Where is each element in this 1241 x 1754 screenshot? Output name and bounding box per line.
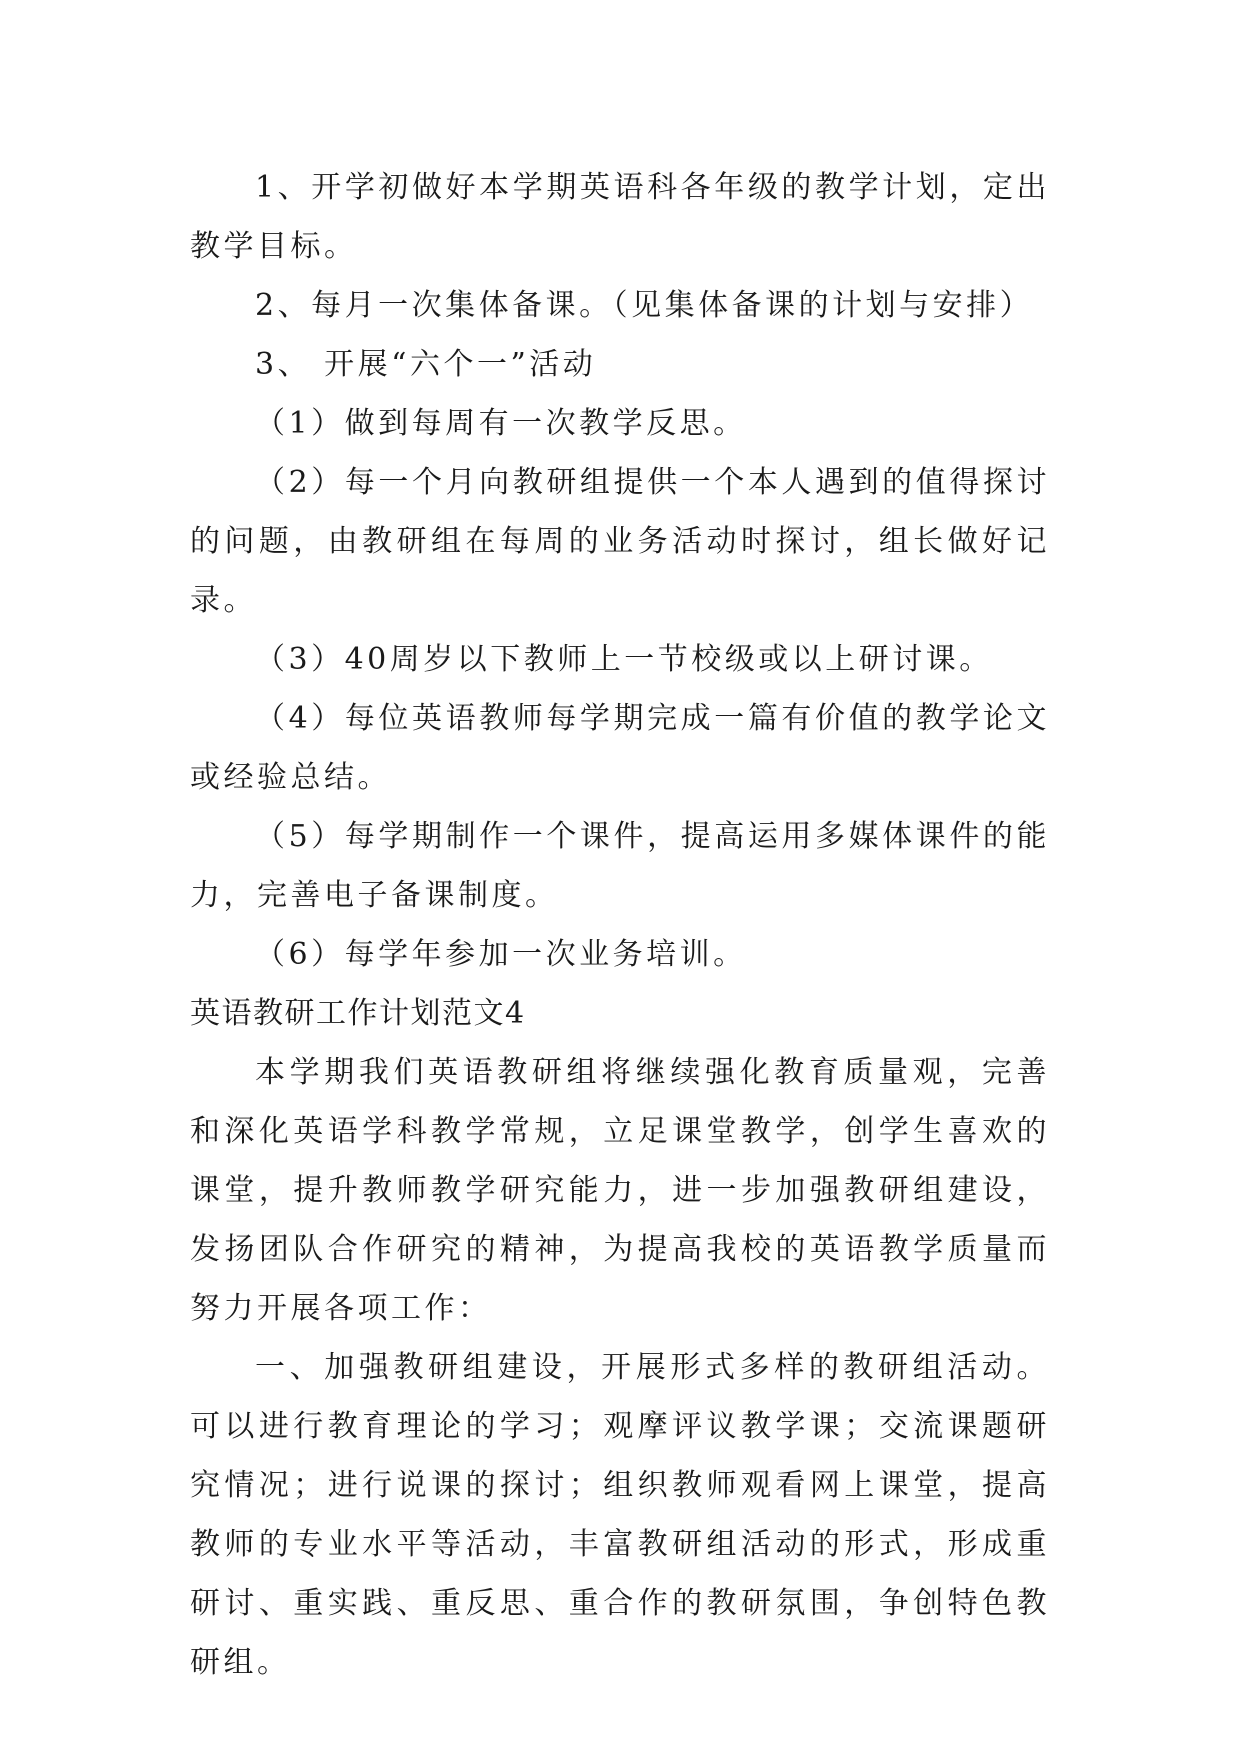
paragraph-sub-item-6: （6）每学年参加一次业务培训。: [255, 937, 747, 972]
paragraph-section-one: 一、加强教研组建设，开展形式多样的教研组活动。可以进行教育理论的学习；观摩评议教学课；交流课题研究情况；进行说课的探讨；组织教师观看网上课堂，提高教师的专业水平等活动，丰富教研组活动的形式，形成重研讨、重实践、重反思、重合作的教研氛围，争创特色教研组。: [190, 1350, 1050, 1680]
paragraph-plan-item-2: 2、每月一次集体备课。（见集体备课的计划与安排）: [255, 288, 1034, 323]
paragraph-sub-item-2: （2）每一个月向教研组提供一个本人遇到的值得探讨的问题，由教研组在每周的业务活动时探讨，组长做好记录。: [190, 465, 1050, 618]
section-heading: 英语教研工作计划范文4: [190, 996, 526, 1031]
paragraph-plan-item-3: 3、 开展“六个一”活动: [255, 347, 597, 382]
paragraph-sub-item-4: （4）每位英语教师每学期完成一篇有价值的教学论文或经验总结。: [190, 701, 1050, 795]
paragraph-sub-item-3: （3）40周岁以下教师上一节校级或以上研讨课。: [255, 642, 993, 677]
paragraph-sub-item-5: （5）每学期制作一个课件，提高运用多媒体课件的能力，完善电子备课制度。: [190, 819, 1050, 913]
document-body: [190, 158, 1050, 1692]
paragraph-sub-item-1: （1）做到每周有一次教学反思。: [255, 406, 747, 441]
paragraph-intro: 本学期我们英语教研组将继续强化教育质量观，完善和深化英语学科教学常规，立足课堂教学，创学生喜欢的课堂，提升教师教学研究能力，进一步加强教研组建设，发扬团队合作研究的精神，为提高我校的英语教学质量而努力开展各项工作：: [190, 1055, 1050, 1326]
paragraph-plan-item-1: 1、开学初做好本学期英语科各年级的教学计划，定出教学目标。: [190, 170, 1050, 264]
